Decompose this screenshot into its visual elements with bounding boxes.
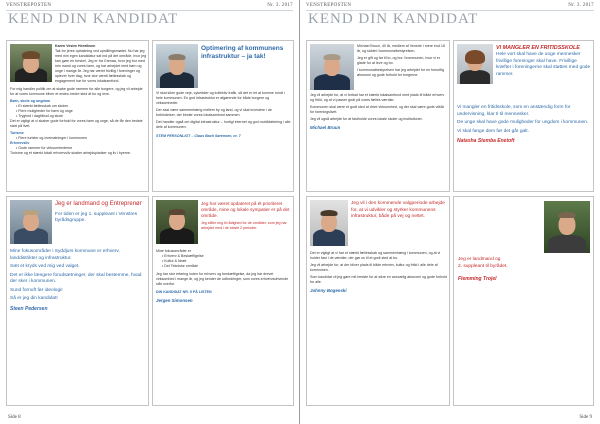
article-headline: Optimering af kommunens infrastruktur – ja tak! [201, 45, 284, 60]
candidate-photo [10, 44, 52, 82]
paragraph: Turisme og et stærkt lokalt erhvervsliv skaber arbejdspladser og liv i byerne. [10, 151, 131, 155]
bullet-item: • Gode rammer for virksomhederne [16, 146, 147, 151]
candidate-photo [310, 200, 348, 246]
bullet-item: • Et stærkt fællesskab om skolen [16, 104, 147, 109]
paragraph: Der skal være sammenhæng mellem by og land, og vi skal investere i de forbindelser, der binder vores lokalsamfund sammen. [156, 108, 272, 117]
paragraph: Det er ikke længere forudsætninger, der skal bestemme, hvad der sker i kommunen. [10, 272, 142, 284]
header-issue: Nr. 3. 2017 [267, 3, 293, 8]
paragraph: Jeg vil i den kommende valgperiode arbejde for, at vi udvikler og styrker kommunens infrastruktur, både på vej og nettet. [351, 201, 445, 219]
bullet-item: • Erhverv & Beskæftigelse [162, 254, 292, 259]
paragraph: Vi skal fange dem før det går galt. [457, 128, 529, 134]
signature: Steen Pedersen [10, 305, 48, 312]
candidate-box-steen [6, 196, 149, 406]
candidate-photo [10, 200, 52, 244]
paragraph: Jeg er gift og far til to, og bor i kommunen, hvor vi er glade for at leve og bo. [357, 56, 441, 65]
paragraph: Vi mangler en fritidsskole, som en anstændig form for undervisning, klar ti til mennesker. [457, 105, 571, 117]
candidate-box-karen [6, 40, 149, 192]
bullet-item: • Kultur & Idræt [162, 259, 292, 264]
article-headline: Jeg er landmand og Entreprenør [55, 201, 142, 207]
candidate-box-jergen [152, 196, 294, 406]
header-publication: VENSTREPOSTEN [6, 3, 52, 8]
candidate-intro: Michael Bruun, 40 år, medlem af Venstre i mere end 18 år, og siddet i kommunalbestyrelsen. [357, 44, 445, 53]
signature: STEM PERSONLIGT – Claus Bach Sørensen, nr. 7 [156, 134, 241, 138]
candidate-photo [457, 44, 493, 84]
paragraph: Det er vigtigt at vi skaber gode forhold for vores børn og unge, så de får den bedste start på livet. [10, 119, 143, 128]
paragraph: Jeg vil arbejde for, at der bliver plads til både erhverv, kultur og fritid i alle dele af kommunen. [310, 263, 438, 272]
page-header [306, 3, 594, 8]
paragraph: Det handler også om digital infrastruktur – hurtigt internet og god mobildækning i alle dele af kommunen. [156, 120, 291, 129]
page-footer [308, 415, 592, 420]
paragraph: Det er vigtigt at vi har et stærkt fællesskab og sammenhæng i kommunen, og at vi holder fast i de værdier, der gør os til et godt sted at bo. [310, 251, 441, 260]
paragraph: 2. suppleant til byrådet. [458, 263, 508, 269]
candidate-intro: Karen Vestre Henriksen [55, 44, 96, 48]
paragraph: Hele vort skal have de unge mennesker frivillige foreninger skal have. Frivillige kræfter i foreningerne skal støttes med gode rammer. [496, 52, 591, 77]
paragraph: I kommunalbestyrelsen har jeg arbejdet for en fornuftig økonomi og gode forhold for borgerne. [357, 68, 445, 77]
article-fritidsskole [453, 40, 594, 192]
paragraph: Kommunen skal være et godt sted at drive virksomhed, og der skal være gode vilkår for foreningslivet. [310, 105, 445, 114]
bullet-item: • Det Tekniske område [162, 264, 292, 269]
paragraph: Sund fornuft før ideologi! [10, 287, 63, 293]
page-number: Side 8 [8, 415, 21, 420]
signature: Natasha Stemba Enetoft [457, 138, 515, 144]
candidate-box-flemming [453, 196, 594, 406]
section-heading: Erhvervsliv [10, 141, 30, 145]
article-headline: Jeg har været opdateret på ét prioriteret område, mine og lokale sympatier er på det område. [201, 201, 290, 218]
paragraph: De unge skal have gode muligheder for ungdom i kommunen. [457, 120, 589, 125]
section-heading: Turisme [10, 131, 24, 135]
candidate-photo [544, 201, 590, 253]
paragraph: Jeg er landmand og [458, 257, 501, 262]
candidate-text: Tak for jeres opbakning ved opstillingsmødet. Nu har jeg med min egen kandidatur sat ind på det område, hvor jeg kan gøre en forskel. Jeg er fra Grenaa, hvor jeg bor med min mand og vores børn, og har arbejdet med børn og unge i mange år. Jeg har været frivillig i foreninger og oplever hver dag, hvor stor værdi fællesskab og engagement har for vores lokalsamfund. [55, 49, 147, 83]
candidate-photo [156, 44, 198, 88]
candidate-box-michael [306, 40, 450, 192]
bullet-item: • Tryghed i dagtilbud og skole [16, 114, 147, 119]
header-issue: Nr. 3. 2017 [568, 3, 594, 8]
paragraph: For mig handler politik om at skabe gode rammer for alle borgere, og jeg vil arbejde for at vores kommune bliver et endnu bedre sted at bo og leve. [10, 87, 143, 96]
page-title: KEND DIN KANDIDAT [308, 11, 479, 27]
signature: Johnny Bogenski [310, 288, 347, 293]
candidate-photo [310, 44, 354, 90]
paragraph: Jeg vil også arbejde for at fastholde vores lokale skoler og institutioner. [310, 117, 423, 121]
paragraph: Sæt et kryds ved mig ved valget. [10, 264, 80, 269]
bullet-item: • Flere muligheder for børn og unge [16, 109, 147, 114]
signature: Michael Bruun [310, 125, 341, 130]
page-title: KEND DIN KANDIDAT [8, 11, 179, 27]
signature: Jergen Simonsen [156, 298, 193, 303]
list-heading: Mine fokusområder er [156, 249, 191, 253]
paragraph: Mine fokusområder i Syddjurs kommune er erhverv, landdistrikter og infrastruktur. [10, 249, 120, 261]
paragraph: Jeg vil arbejde for, at vi fortsat har et stærkt lokalsamfund med plads til både erhverv og fritid, og at vi passer godt på vores fælles værdier. [310, 93, 445, 102]
page-footer [8, 415, 291, 420]
page-number: Side 9 [579, 415, 592, 420]
paragraph: Jeg har stor erfaring inden for erhverv og beskæftigelse, da jeg har drevet virksomhed i mange år, og jeg kender de udfordringer, som vores erhvervsdrivende står overfor. [156, 272, 289, 286]
page-9 [300, 0, 600, 424]
header-publication: VENSTREPOSTEN [306, 3, 352, 8]
paragraph: Jeg stiller mig til rådighed for de områder, som jeg har arbejdet med i de sidste 2 perioder. [201, 221, 287, 230]
bullet-list [16, 104, 147, 119]
section-heading: Børn, skole og ungdom [10, 99, 51, 103]
paragraph: Vi skal sikre gode veje, cykelstier og kollektiv trafik, så det er let at komme rundt i hele kommunen. En god infrastruktur er afgørende for både borgere og virksomheder. [156, 91, 285, 105]
candidate-box-johnny [306, 196, 450, 406]
page-header [6, 3, 293, 8]
article-headline: VI MANGLER EN FRITIDSSKOLE [496, 45, 580, 51]
article-infrastructure [152, 40, 294, 192]
bullet-item: • Flere turister og overnatninger i kommunen [16, 136, 147, 141]
paragraph: Så er jeg din kandidat! [10, 296, 58, 301]
signature: Flemming Trojel [458, 276, 497, 282]
bullet-list [162, 254, 292, 269]
article-subheadline: For tiden er jeg 1. suppleant i Venstres byrådsgruppe. [55, 211, 138, 223]
call-to-action: DIN KANDIDAT NR. 5 PÅ LISTEN [156, 290, 212, 294]
paragraph: Som kandidat vil jeg gøre mit bedste for at sikre en ansvarlig økonomi og gode forhold for alle. [310, 275, 448, 284]
candidate-photo [156, 200, 198, 244]
